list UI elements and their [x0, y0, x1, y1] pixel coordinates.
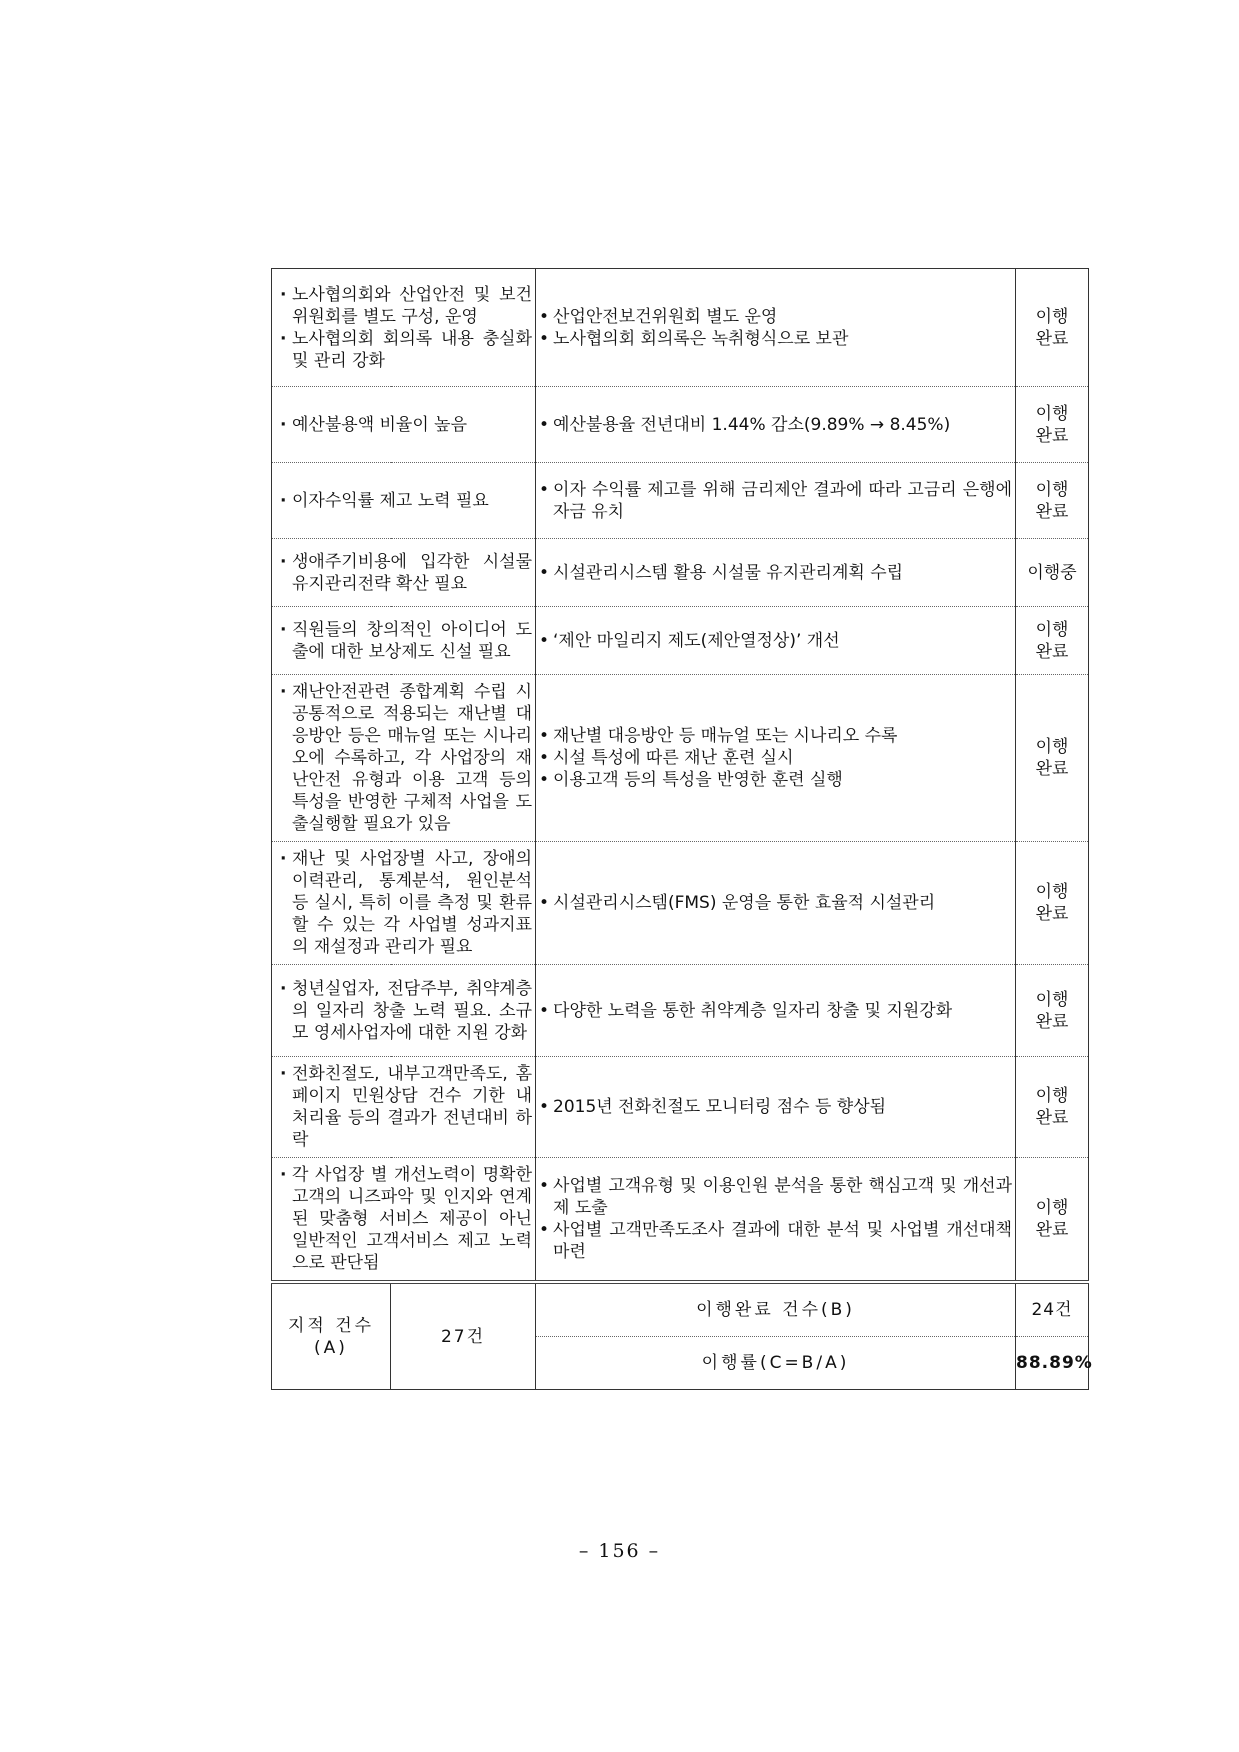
issue-wrap [278, 1164, 532, 1274]
action-cell [536, 1057, 1016, 1158]
page-number: – 156 – [578, 1540, 661, 1562]
table-row [272, 1057, 1089, 1158]
issue-item: · 노사협의회 회의록 내용 충실화 및 관리 강화 [278, 328, 532, 372]
action-item: • 사업별 고객만족도조사 결과에 대한 분석 및 사업별 개선대책 마련 [539, 1219, 1012, 1263]
table-row [272, 463, 1089, 539]
status-text: 이행 [1035, 306, 1069, 327]
action-item: • 산업안전보건위원회 별도 운영 [539, 306, 1012, 328]
status-cell [1016, 539, 1089, 607]
status-cell [1016, 269, 1089, 387]
issue-wrap [278, 1063, 532, 1151]
completed-count-label: 이행완료 건수(B) [536, 1282, 1016, 1337]
issue-list [278, 414, 532, 436]
action-list [539, 306, 1012, 350]
issue-wrap [278, 619, 532, 663]
issue-list [278, 978, 532, 1044]
issue-item: · 재난안전관련 종합계획 수립 시 공통적으로 적용되는 재난별 대응방안 등은 매뉴얼 또는 시나리오에 수록하고, 각 사업장의 재난안전 유형과 이용 고객 등의 특성을 반영한 구체적 사업을 도출실행할 필요가 있음 [278, 681, 532, 835]
summary-count: 27건 [391, 1282, 536, 1390]
action-list [539, 725, 1012, 791]
issue-list [278, 848, 532, 958]
issue-item: · 이자수익률 제고 노력 필요 [278, 490, 532, 512]
action-cell [536, 539, 1016, 607]
status-text: 완료 [1035, 759, 1069, 779]
action-list [539, 479, 1012, 523]
issue-cell [272, 1158, 536, 1283]
issue-wrap [278, 848, 532, 958]
issue-cell [272, 269, 536, 387]
summary-row-completed [272, 1282, 1089, 1337]
issue-list [278, 284, 532, 372]
status-text: 완료 [1035, 501, 1069, 522]
status-cell [1016, 387, 1089, 463]
table-row [272, 965, 1089, 1057]
status-text: 완료 [1035, 1011, 1069, 1032]
status-cell [1016, 607, 1089, 675]
table-body [272, 269, 1089, 1283]
issue-cell [272, 1057, 536, 1158]
action-item: • 이용고객 등의 특성을 반영한 훈련 실행 [539, 769, 1012, 791]
status-text: 이행 [1035, 1086, 1069, 1106]
status-cell [1016, 1057, 1089, 1158]
action-item: • 노사협의회 회의록은 녹취형식으로 보관 [539, 328, 1012, 350]
table-row [272, 842, 1089, 965]
action-item: • 재난별 대응방안 등 매뉴얼 또는 시나리오 수록 [539, 725, 1012, 747]
issue-item: · 노사협의회와 산업안전 및 보건위원회를 별도 구성, 운영 [278, 284, 532, 328]
table-row [272, 539, 1089, 607]
issue-cell [272, 675, 536, 842]
action-item: • 다양한 노력을 통한 취약계층 일자리 창출 및 지원강화 [539, 1000, 1012, 1022]
status-text: 이행 [1035, 1198, 1069, 1218]
issue-list [278, 490, 532, 512]
status-cell [1016, 675, 1089, 842]
status-text: 이행 [1035, 882, 1069, 902]
action-list [539, 1096, 1012, 1118]
action-cell [536, 842, 1016, 965]
issue-cell [272, 539, 536, 607]
action-list [539, 892, 1012, 914]
summary-label-line2: (A) [314, 1337, 348, 1358]
issue-item: · 재난 및 사업장별 사고, 장애의 이력관리, 통계분석, 원인분석 등 실시, 특히 이를 측정 및 환류할 수 있는 각 사업별 성과지표의 재설정과 관리가 필요 [278, 848, 532, 958]
summary-label-cell [272, 1282, 391, 1390]
table-row [272, 269, 1089, 387]
issue-cell [272, 607, 536, 675]
action-cell [536, 387, 1016, 463]
status-cell [1016, 1158, 1089, 1283]
issue-cell [272, 965, 536, 1057]
issue-wrap [278, 681, 532, 835]
issue-wrap [278, 490, 532, 512]
status-text: 완료 [1035, 641, 1069, 662]
action-list [539, 562, 1012, 584]
issue-item: · 청년실업자, 전담주부, 취약계층의 일자리 창출 노력 필요. 소규모 영세사업자에 대한 지원 강화 [278, 978, 532, 1044]
action-cell [536, 607, 1016, 675]
action-item: • 2015년 전화친절도 모니터링 점수 등 향상됨 [539, 1096, 1012, 1118]
rate-value: 88.89% [1016, 1337, 1089, 1390]
status-text: 이행 [1035, 737, 1069, 757]
table-row [272, 675, 1089, 842]
status-cell [1016, 463, 1089, 539]
issue-cell [272, 842, 536, 965]
issue-cell [272, 387, 536, 463]
action-cell [536, 675, 1016, 842]
status-text: 완료 [1035, 904, 1069, 924]
action-item: • 사업별 고객유형 및 이용인원 분석을 통한 핵심고객 및 개선과제 도출 [539, 1175, 1012, 1219]
status-cell [1016, 965, 1089, 1057]
issue-item: · 각 사업장 별 개선노력이 명확한 고객의 니즈파악 및 인지와 연계된 맞춤형 서비스 제공이 아닌 일반적인 고객서비스 제고 노력으로 판단됨 [278, 1164, 532, 1274]
status-text: 이행 [1035, 479, 1069, 500]
issue-item: · 전화친절도, 내부고객만족도, 홈페이지 민원상담 건수 기한 내 처리율 등의 결과가 전년대비 하락 [278, 1063, 532, 1151]
status-text: 완료 [1035, 425, 1069, 446]
status-text: 완료 [1035, 1220, 1069, 1240]
table-row [272, 607, 1089, 675]
issue-item: · 직원들의 창의적인 아이디어 도출에 대한 보상제도 신설 필요 [278, 619, 532, 663]
issue-list [278, 681, 532, 835]
completed-count-value: 24건 [1016, 1282, 1089, 1337]
issue-item: · 생애주기비용에 입각한 시설물유지관리전략 확산 필요 [278, 551, 532, 595]
action-item: • 이자 수익률 제고를 위해 금리제안 결과에 따라 고금리 은행에 자금 유치 [539, 479, 1012, 523]
status-text: 완료 [1035, 1108, 1069, 1128]
issue-list [278, 619, 532, 663]
action-list [539, 1175, 1012, 1263]
action-item: • ‘제안 마일리지 제도(제안열정상)’ 개선 [539, 630, 1012, 652]
status-cell [1016, 842, 1089, 965]
status-text: 완료 [1035, 328, 1069, 349]
status-text: 이행중 [1027, 562, 1077, 583]
issue-list [278, 1063, 532, 1151]
action-list [539, 630, 1012, 652]
table-row [272, 1158, 1089, 1283]
issue-cell [272, 463, 536, 539]
action-cell [536, 1158, 1016, 1283]
action-list [539, 1000, 1012, 1022]
issue-list [278, 551, 532, 595]
action-cell [536, 965, 1016, 1057]
action-item: • 시설관리시스템(FMS) 운영을 통한 효율적 시설관리 [539, 892, 1012, 914]
issue-wrap [278, 284, 532, 372]
issue-wrap [278, 414, 532, 436]
issue-wrap [278, 551, 532, 595]
summary-label-line1: 지적 건수 [287, 1315, 375, 1336]
summary-section [272, 1282, 1093, 1390]
inspection-table [271, 268, 1093, 1390]
status-text: 이행 [1035, 619, 1069, 640]
action-cell [536, 269, 1016, 387]
status-text: 이행 [1035, 989, 1069, 1010]
issue-list [278, 1164, 532, 1274]
rate-label: 이행률(C=B/A) [536, 1337, 1016, 1390]
action-item: • 예산불용율 전년대비 1.44% 감소(9.89% → 8.45%) [539, 414, 1012, 436]
issue-wrap [278, 978, 532, 1044]
action-cell [536, 463, 1016, 539]
action-list [539, 414, 1012, 436]
action-item: • 시설관리시스템 활용 시설물 유지관리계획 수립 [539, 562, 1012, 584]
action-item: • 시설 특성에 따른 재난 훈련 실시 [539, 747, 1012, 769]
table-row [272, 387, 1089, 463]
issue-item: · 예산불용액 비율이 높음 [278, 414, 532, 436]
status-text: 이행 [1035, 403, 1069, 424]
